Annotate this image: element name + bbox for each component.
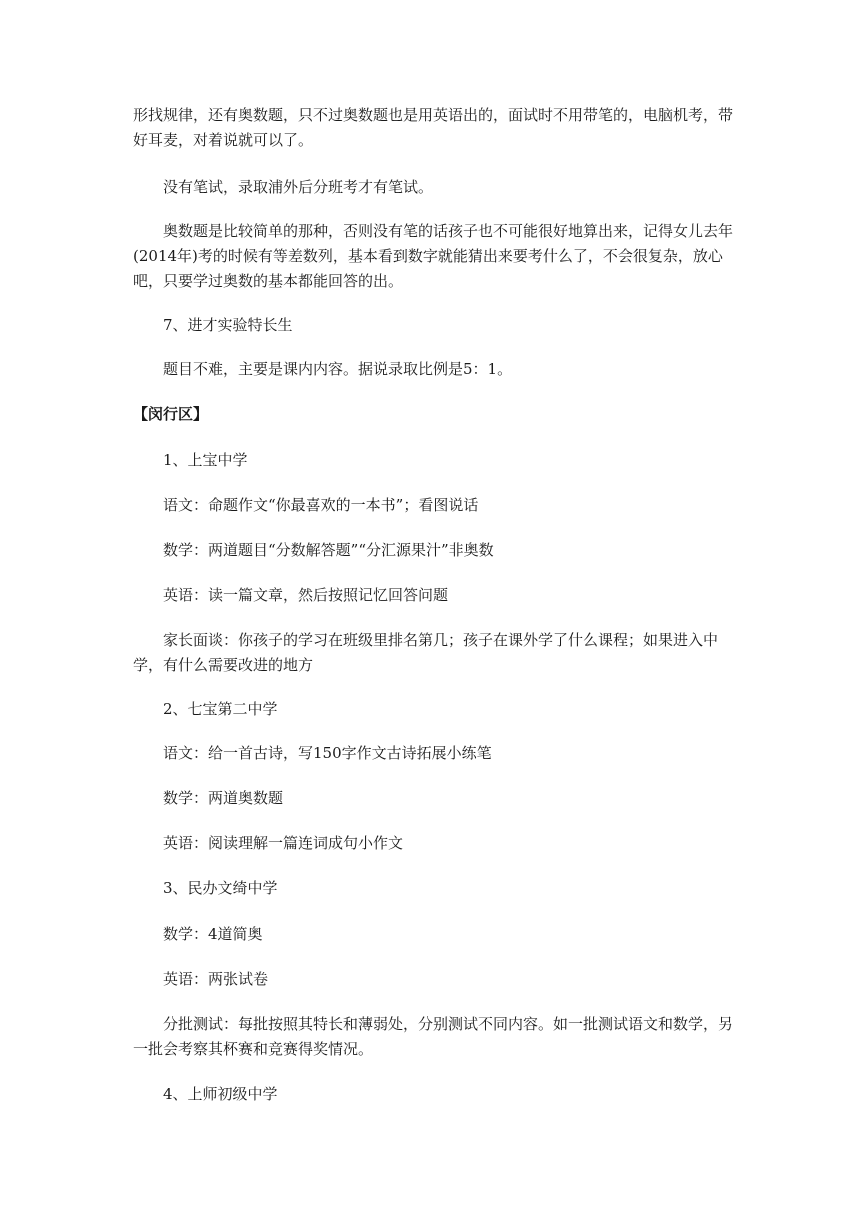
heading-qibao-second-school: 2、七宝第二中学 — [163, 700, 278, 718]
paragraph-qibao-chinese: 语文：给一首古诗，写150字作文古诗拓展小练笔 — [163, 744, 492, 762]
paragraph-shangbao-parent-interview: 家长面谈：你孩子的学习在班级里排名第几；孩子在课外学了什么课程；如果进入中学，有什么需要改进的地方 — [133, 631, 719, 674]
paragraph-wenqi-english: 英语：两张试卷 — [163, 970, 269, 988]
paragraph-olympiad-math: 奥数题是比较简单的那种，否则没有笔的话孩子也不可能很好地算出来，记得女儿去年(2014年)考的时候有等差数列，基本看到数字就能猜出来要考什么了，不会很复杂，放心吧，只要学过奥数的基本都能回答的出。 — [133, 222, 734, 290]
heading-shangshi-school: 4、上师初级中学 — [163, 1085, 278, 1103]
heading-shangbao-school: 1、上宝中学 — [163, 451, 248, 469]
paragraph-shangbao-chinese: 语文：命题作文“你最喜欢的一本书”；看图说话 — [163, 496, 479, 514]
paragraph-shangbao-english: 英语：读一篇文章，然后按照记忆回答问题 — [163, 586, 449, 604]
paragraph-jincai-details: 题目不难，主要是课内内容。据说录取比例是5：1。 — [163, 360, 513, 378]
heading-jincai-specialty: 7、进才实验特长生 — [163, 316, 293, 334]
paragraph-qibao-math: 数学：两道奥数题 — [163, 789, 284, 807]
heading-wenqi-school: 3、民办文绮中学 — [163, 879, 278, 897]
paragraph-qibao-english: 英语：阅读理解一篇连词成句小作文 — [163, 834, 404, 852]
paragraph-wenqi-batch-testing: 分批测试：每批按照其特长和薄弱处，分别测试不同内容。如一批测试语文和数学，另一批会考察其杯赛和竞赛得奖情况。 — [133, 1015, 734, 1058]
paragraph-exam-description: 形找规律，还有奥数题，只不过奥数题也是用英语出的，面试时不用带笔的，电脑机考，带好耳麦，对着说就可以了。 — [133, 106, 734, 149]
paragraph-shangbao-math: 数学：两道题目“分数解答题”“分汇源果汁”非奥数 — [163, 541, 494, 559]
paragraph-no-written-test: 没有笔试，录取浦外后分班考才有笔试。 — [163, 178, 434, 196]
paragraph-wenqi-math: 数学：4道简奥 — [163, 925, 263, 943]
section-heading-minhang: 【闵行区】 — [133, 405, 209, 423]
